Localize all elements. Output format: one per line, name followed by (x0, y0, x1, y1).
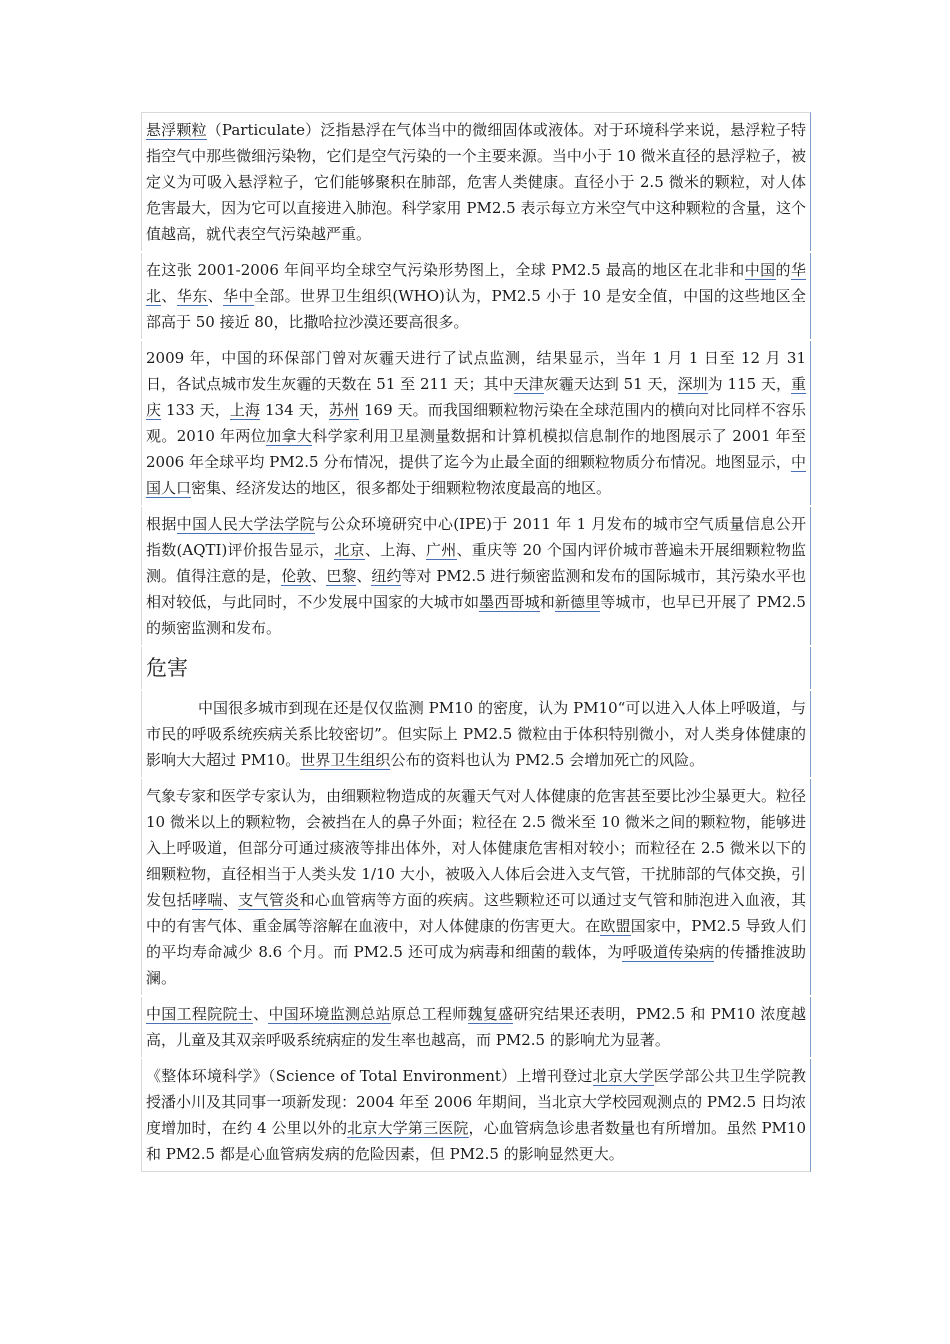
link-central-china[interactable]: 华中 (223, 287, 254, 305)
link-chongqing[interactable]: 重庆 (146, 375, 807, 419)
paragraph-global-map (141, 253, 811, 339)
text: 在这张 2001-2006 年间平均全球空气污染形势图上，全球 PM2.5 最高的地区在北非和 (146, 261, 745, 279)
text: 研究结果还表明，PM2.5 和 PM10 浓度越高，儿童及其双亲呼吸系统病症的发生率也越高，而 PM2.5 的影响尤为显著。 (146, 1005, 806, 1049)
text: 科学家利用卫星测量数据和计算机模拟信息制作的地图展示了 2001 年至 2006 年全球平均 PM2.5 分布情况，提供了迄今为止最全面的细颗粒物质分布情况。地图显示， (146, 427, 806, 471)
link-wei-fusheng[interactable]: 魏复盛 (467, 1005, 514, 1023)
text: 169 天。而我国细颗粒物污染在全球范围内的横向对比同样不容乐观。2010 年两位 (146, 401, 806, 445)
paragraph-pm10-monitoring (141, 691, 811, 777)
text: 的传播推波助澜。 (146, 943, 806, 987)
text: 医学部公共卫生学院教授潘小川及其同事一项新发现：2004 年至 2006 年期间，当北京大学校园观测点的 PM2.5 日均浓度增加时，在约 4 公里以外的 (146, 1067, 806, 1137)
paragraph-haze-monitoring (141, 341, 811, 505)
text: 133 天， (161, 401, 230, 419)
link-respiratory-infection[interactable]: 呼吸道传染病 (622, 943, 715, 961)
paragraph-aqti-report (141, 507, 811, 645)
text: 、 (222, 891, 239, 909)
link-renmin-law-school[interactable]: 中国人民大学法学院 (176, 515, 315, 533)
text: 、 (356, 567, 372, 585)
text: 、 (161, 287, 177, 305)
link-suzhou[interactable]: 苏州 (328, 401, 360, 419)
paragraph-health-effects (141, 779, 811, 995)
text: 134 天， (260, 401, 329, 419)
link-asthma[interactable]: 哮喘 (192, 891, 223, 909)
link-london[interactable]: 伦敦 (281, 567, 312, 585)
link-cae-academician[interactable]: 中国工程院院士 (146, 1005, 254, 1023)
text: 、 (311, 567, 327, 585)
link-guangzhou[interactable]: 广州 (426, 541, 457, 559)
text: 密集、经济发达的地区，很多都处于细颗粒物浓度最高的地区。 (191, 479, 612, 497)
link-eu[interactable]: 欧盟 (600, 917, 631, 935)
text: 灰霾天达到 51 天， (543, 375, 678, 393)
text: 、重庆等 20 个国内评价城市普遍未开展细颗粒物监测。值得注意的是， (146, 541, 806, 585)
link-canada[interactable]: 加拿大 (266, 427, 313, 445)
text: 原总工程师 (390, 1005, 468, 1023)
text: 的 (775, 261, 791, 279)
link-peking-university[interactable]: 北京大学 (592, 1067, 654, 1085)
text: 等对 PM2.5 进行频密监测和发布的国际城市，其污染水平也相对较低，与此同时，不少发展中国家的大城市如 (146, 567, 806, 611)
paragraph-pku-study (141, 1059, 811, 1172)
link-bronchitis[interactable]: 支气管炎 (238, 891, 300, 909)
text: 和心血管病等方面的疾病。这些颗粒还可以通过支气管和肺泡进入血液，其中的有害气体、重金属等溶解在血液中，对人体健康的伤害更大。在 (146, 891, 806, 935)
text: 2009 年，中国的环保部门曾对灰霾天进行了试点监测，结果显示，当年 1 月 1 日至 12 月 31 日，各试点城市发生灰霾的天数在 51 至 211 天；其中 (146, 349, 806, 393)
link-paris[interactable]: 巴黎 (326, 567, 357, 585)
text: 中国很多城市到现在还是仅仅监测 PM10 的密度，认为 PM10“可以进入人体上呼吸道，与市民的呼吸系统疾病关系比较密切”。但实际上 PM2.5 微粒由于体积特别微小，对人类身体健康的影响大大超过 PM10。 (146, 699, 806, 769)
section-heading-harm: 危害 (141, 647, 811, 689)
text: ，心血管病急诊患者数量也有所增加。虽然 PM10 和 PM2.5 都是心血管病发病的危险因素，但 PM2.5 的影响显然更大。 (146, 1119, 806, 1163)
document-page (141, 112, 811, 1174)
text: 为 115 天， (707, 375, 791, 393)
text: 气象专家和医学专家认为，由细颗粒物造成的灰霾天气对人体健康的危害甚至要比沙尘暴更大。粒径 10 微米以上的颗粒物，会被挡在人的鼻子外面；粒径在 2.5 微米至 10 微米之间的颗粒物，能够进入上呼吸道，但部分可通过痰液等排出体外，对人体健康危害相对较小；而粒径在 2.5 微米以下的细颗粒物，直径相当于人类头发 1/10 大小，被吸入人体后会进入支气管，干扰肺部的气体交换，引发包括 (146, 787, 807, 909)
link-beijing[interactable]: 北京 (334, 541, 365, 559)
link-china[interactable]: 中国 (744, 261, 776, 279)
text: 根据 (146, 515, 177, 533)
text: 和 (539, 593, 555, 611)
text: 《整体环境科学》（Science of Total Environment）上增刊登过 (146, 1067, 593, 1085)
text: 国家中，PM2.5 导致人们的平均寿命减少 8.6 个月。而 PM2.5 还可成为病毒和细菌的载体，为 (146, 917, 806, 961)
link-tianjin[interactable]: 天津 (513, 375, 544, 393)
text: 等城市，也早已开展了 PM2.5 的频密监测和发布。 (146, 593, 806, 637)
link-mexico-city[interactable]: 墨西哥城 (479, 593, 540, 611)
link-cnemc[interactable]: 中国环境监测总站 (268, 1005, 391, 1023)
text: 全部。世界卫生组织(WHO)认为，PM2.5 小于 10 是安全值，中国的这些地区全部高于 50 接近 80，比撒哈拉沙漠还要高很多。 (146, 287, 806, 331)
text: （Particulate）泛指悬浮在气体当中的微细固体或液体。对于环境科学来说，悬浮粒子特指空气中那些微细污染物，它们是空气污染的一个主要来源。当中小于 10 微米直径的悬浮粒子，被定义为可吸入悬浮粒子，它们能够聚积在肺部，危害人类健康。直径小于 2.5 微米的颗粒，对人体危害最大，因为它可以直接进入肺泡。科学家用 PM2.5 表示每立方米空气中这种颗粒的含量，这个值越高，就代表空气污染越严重。 (146, 121, 806, 243)
text: 与公众环境研究中心(IPE)于 2011 年 1 月发布的城市空气质量信息公开指数(AQTI)评价报告显示， (146, 515, 806, 559)
link-who[interactable]: 世界卫生组织 (300, 751, 391, 769)
link-north-china[interactable]: 华北 (146, 261, 806, 305)
paragraph-wei-fusheng-research (141, 997, 811, 1057)
link-east-china[interactable]: 华东 (176, 287, 208, 305)
text: 、 (207, 287, 224, 305)
link-pku-third-hospital[interactable]: 北京大学第三医院 (347, 1119, 469, 1137)
link-shenzhen[interactable]: 深圳 (677, 375, 708, 393)
link-suspended-particles[interactable]: 悬浮颗粒 (146, 121, 207, 139)
link-new-york[interactable]: 纽约 (371, 567, 402, 585)
text: 、上海、 (364, 541, 426, 559)
link-shanghai[interactable]: 上海 (229, 401, 261, 419)
text: 、 (253, 1005, 269, 1023)
text: 公布的资料也认为 PM2.5 会增加死亡的风险。 (390, 751, 705, 769)
paragraph-particulate (141, 112, 811, 251)
link-new-delhi[interactable]: 新德里 (554, 593, 601, 611)
link-china-population[interactable]: 中国人口 (146, 453, 806, 497)
